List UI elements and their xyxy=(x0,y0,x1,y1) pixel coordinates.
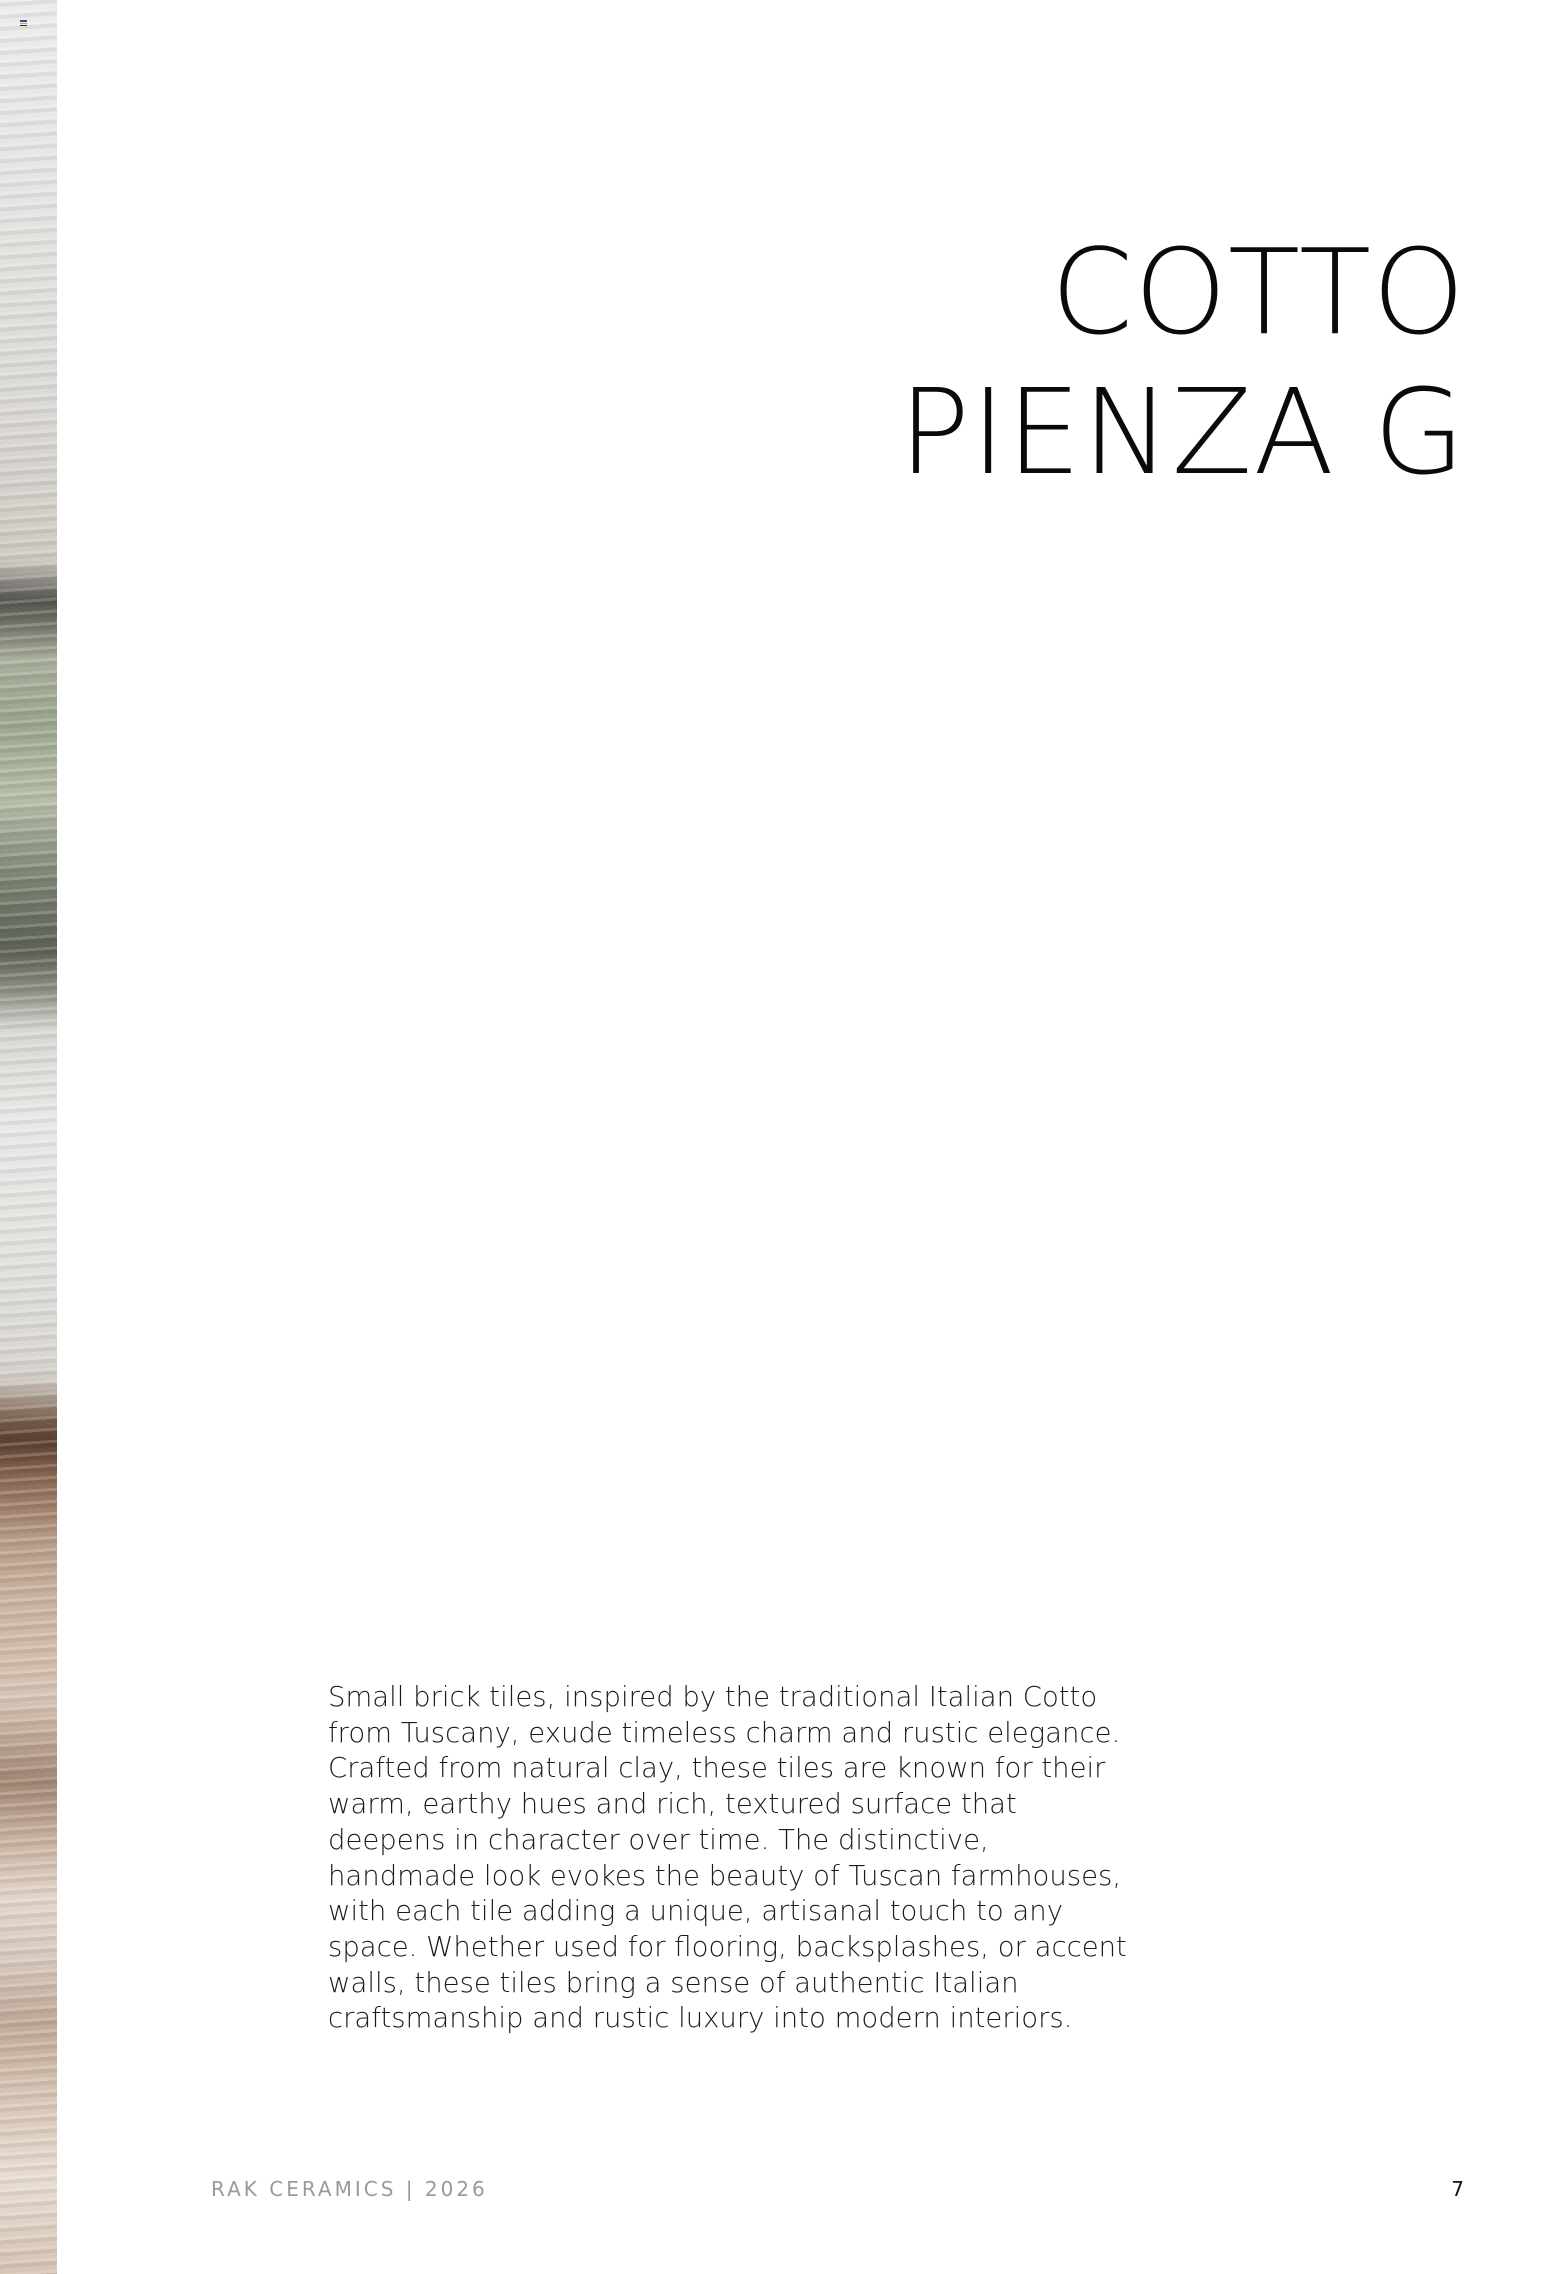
description-paragraph: Small brick tiles, inspired by the traditional Italian Cotto from Tuscany, exude timeless charm and rustic elegance. Crafted from natural clay, these tiles are known for their warm, earthy hues and rich, textured surface that deepens in character over time. The distinctive, handmade look evokes the beauty of Tuscan farmhouses, with each tile adding a unique, artisanal touch to any space. Whether used for flooring, backsplashes, or accent walls, these tiles bring a sense of authentic Italian craftsmanship and rustic luxury into modern interiors. xyxy=(328,1681,1127,2035)
tile-texture-image-strip xyxy=(0,0,57,2274)
title-line-2: PIENZA G xyxy=(898,363,1466,501)
page-title xyxy=(899,222,1466,502)
title-line-1: COTTO xyxy=(1050,223,1466,361)
page-number: 7 xyxy=(1451,2177,1464,2201)
footer-brand: RAK CERAMICS | 2026 xyxy=(211,2177,488,2201)
corner-marker-icon xyxy=(20,20,27,26)
